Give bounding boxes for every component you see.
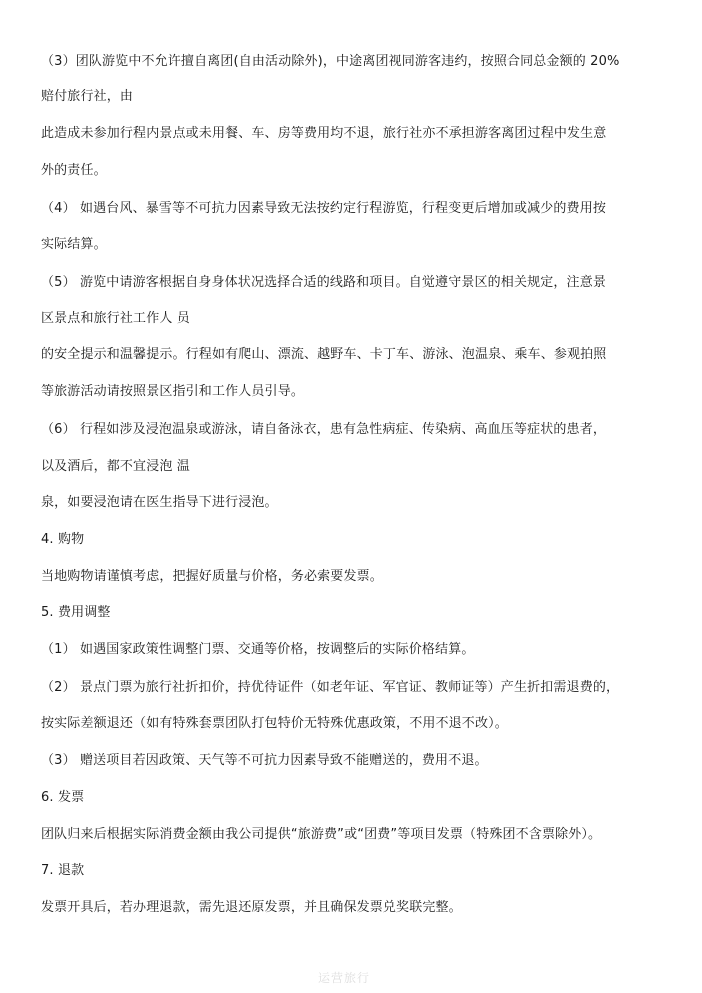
paragraph-line: 的安全提示和温馨提示。行程如有爬山、漂流、越野车、卡丁车、游泳、泡温泉、乘车、参观拍照 <box>41 347 607 362</box>
paragraph-line: （3） 赠送项目若因政策、天气等不可抗力因素导致不能赠送的，费用不退。 <box>41 753 488 768</box>
paragraph-line: （5） 游览中请游客根据自身身体状况选择合适的线路和项目。自觉遵守景区的相关规定，注意景 <box>41 275 607 290</box>
paragraph-line: 泉，如要浸泡请在医生指导下进行浸泡。 <box>41 495 278 510</box>
paragraph-line: 发票开具后，若办理退款，需先退还原发票，并且确保发票兑奖联完整。 <box>41 900 462 915</box>
paragraph-line: 以及酒后，都不宜浸泡 温 <box>41 459 190 474</box>
paragraph-line: （4） 如遇台风、暴雪等不可抗力因素导致无法按约定行程游览，行程变更后增加或减少的费用按 <box>41 201 607 216</box>
section-heading-shopping: 4. 购物 <box>41 532 85 547</box>
section-heading-refund: 7. 退款 <box>41 863 85 878</box>
paragraph-line: （2） 景点门票为旅行社折扣价，持优待证件（如老年证、军官证、教师证等）产生折扣需退费的， <box>41 680 620 695</box>
paragraph-line: （3）团队游览中不允许擅自离团(自由活动除外)，中途离团视同游客违约，按照合同总金额的 20% <box>41 54 620 69</box>
section-heading-invoice: 6. 发票 <box>41 790 85 805</box>
paragraph-line: （1） 如遇国家政策性调整门票、交通等价格，按调整后的实际价格结算。 <box>41 642 475 657</box>
paragraph-line: 团队归来后根据实际消费金额由我公司提供“旅游费”或“团费”等项目发票（特殊团不含票除外）。 <box>41 827 602 842</box>
paragraph-line: 等旅游活动请按照景区指引和工作人员引导。 <box>41 384 305 399</box>
paragraph-line: 实际结算。 <box>41 237 107 252</box>
paragraph-line: 按实际差额退还（如有特殊套票团队打包特价无特殊优惠政策，不用不退不改）。 <box>41 716 508 731</box>
paragraph-line: 外的责任。 <box>41 163 107 178</box>
footer-watermark: 运营旅行 <box>318 971 371 985</box>
paragraph-line: （6） 行程如涉及浸泡温泉或游泳，请自备泳衣，患有急性病症、传染病、高血压等症状的患者， <box>41 422 607 437</box>
paragraph-line: 当地购物请谨慎考虑，把握好质量与价格，务必索要发票。 <box>41 569 383 584</box>
paragraph-line: 区景点和旅行社工作人 员 <box>41 311 190 326</box>
paragraph-line: 此造成未参加行程内景点或未用餐、车、房等费用均不退，旅行社亦不承担游客离团过程中发生意 <box>41 126 607 141</box>
section-heading-fee-adjustment: 5. 费用调整 <box>41 605 111 620</box>
paragraph-line: 赔付旅行社，由 <box>41 89 134 104</box>
